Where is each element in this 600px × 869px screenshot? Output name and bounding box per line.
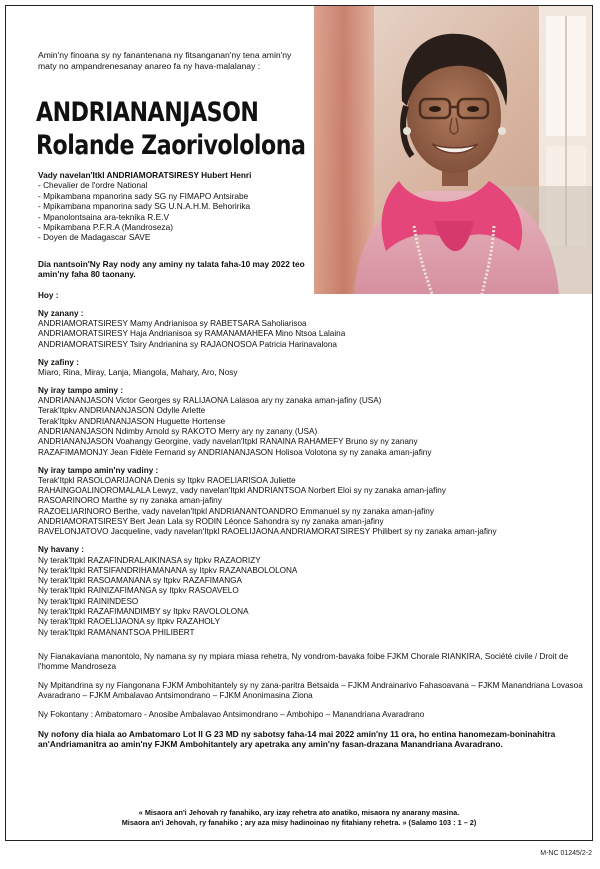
family-sections [38,291,588,750]
deceased-name [36,96,306,162]
list-item: ANDRIAMORATSIRESY Haja Andrianisoa sy RAMANAMAHEFA Mino Ntsoa Lalaina [38,329,346,339]
quote-line: « Misaora an'i Jehovah ry fanahiko, ary izay rehetra ato anatiko, misaora ny anarany masina. [138,808,460,817]
section-title: Ny iray tampo aminy : [38,385,124,395]
section-grandchildren [38,358,588,379]
title-item: - Mpikambana mpanorina sady SG ny FIMAPO Antsirabe [38,190,249,201]
list-item: Ny terak'Itpkl RAZAFIMANDIMBY sy Itpkv RAVOLOLONA [38,606,249,616]
list-item: RASOARINORO Marthe sy ny zanaka aman-jafiny [38,496,222,506]
list-item: Ny terak'Itpkl RAININDESO [38,596,139,606]
section-relatives [38,545,588,638]
list-item: RAZOELIARINORO Berthe, vady navelan'Itpkl ANDRIANANTOANDRO Emmanuel sy ny zanaka aman-jafiny [38,506,434,516]
list-item: Ny terak'Itpkl RATSIFANDRIHAMANANA sy Itpkv RAZANABOLOLONA [38,565,298,575]
list-item: RAZAFIMAMONJY Jean Fidèle Fernand sy ANDRIANANJASON Holisoa Volotona sy ny zanaka aman-jafiny [38,447,432,457]
list-item: Terak'Itpkv ANDRIANANJASON Odylle Arlette [38,406,206,416]
list-item: ANDRIAMORATSIRESY Bert Jean Lala sy RODIN Léonce Sahondra sy ny zanaka aman-jafiny [38,517,384,527]
section-children [38,309,588,350]
list-item: Ny terak'Itpkl RASOAMANANA sy Itpkv RAZAFIMANGA [38,576,243,586]
bible-quote [6,808,592,827]
list-item: Ny terak'Itpkl RAOELIJAONA sy Itpkv RAZAHOLY [38,617,221,627]
list-item: Ny terak'Itpkl RAINIZAFIMANGA sy Itpkv RASOAVELO [38,586,239,596]
title-item: - Mpikambana P.F.R.A (Mandroseza) [38,222,173,233]
title-item: - Doyen de Madagascar SAVE [38,232,151,243]
death-notice: Dia nantsoin'Ny Ray nody any aminy ny talata faha-10 may 2022 teo amin'ny faha 80 taonany. [38,259,305,280]
list-item: ANDRIAMORATSIRESY Mamy Andrianisoa sy RABETSARA Saholiarisoa [38,319,307,329]
spouse-and-titles [38,170,308,243]
intro-text: Amin'ny finoana sy ny fanantenana ny fitsanganan'ny tena amin'ny maty no ampandrenesanay anareo fa ny hava-malalanay : [38,50,292,71]
reference-code: M-NC 01245/2-2 [540,850,592,857]
section-title: Ny iray tampo amin'ny vadiny : [38,465,159,475]
deceased-surname: ANDRIANANJASON [36,97,259,128]
title-item: - Mpikambana mpanorina sady SG U.N.A.H.M. Behoririka [38,201,251,212]
list-item: ANDRIANANJASON Victor Georges sy RALIJAONA Lalasoa ary ny zanaka aman-jafiny (USA) [38,396,382,406]
paragraph-family-friends: Ny Fianakaviana manontolo, Ny namana sy ny mpiara miasa rehetra, Ny vondrom-bavaka foibe FJKM Chorale RIANKIRA, Société civile / Droit de l'homme Mandroseza [38,651,569,672]
obituary-frame [5,5,593,841]
list-item: RAVELONJATOVO Jacqueline, vady navelan'Itpkl RAOELIJAONA ANDRIAMORATSIRESY Philibert sy ny zanaka aman-jafiny [38,527,497,537]
section-title: Ny zanany : [38,308,84,318]
deceased-given-name: Rolande Zaorivololona [36,130,306,161]
list-item: Terak'Itpkl RASOLOARIJAONA Denis sy Itpkv RAOELIARISOA Juliette [38,475,296,485]
portrait-image [314,6,592,294]
list-item: Terak'Itpkv ANDRIANANJASON Huguette Hortense [38,416,226,426]
title-item: - Mpanolontsaina ara-teknika R.E.V [38,211,169,222]
quote-line: Misaora an'i Jehovah, ry fanahiko ; ary aza misy hadinoinao ny fitahiany rehetra. » (Salamo 103 : 1 – 2) [121,817,477,827]
list-item: Ny terak'Itpkl RAZAFINDRALAIKINASA sy Itpkv RAZAORIZY [38,555,261,565]
section-title: Ny zafiny : [38,357,79,367]
list-item: RAHAINGOALINOROMALALA Lewyz, vady navelan'Itpkl ANDRIANTSOA Norbert Eloi sy ny zanaka aman-jafiny [38,486,446,496]
section-title: Ny havany : [38,545,84,555]
paragraph-fokontany: Ny Fokontany : Ambatomaro - Anosibe Ambalavao Antsimondrano – Ambohipo – Manandriana Avaradrano [38,710,425,720]
list-item: Ny terak'Itpkl RAMANANTSOA PHILIBERT [38,627,195,637]
hoy-label: Hoy : [38,291,59,300]
section-spouse-siblings [38,466,588,538]
section-siblings [38,386,588,458]
list-item: ANDRIANANJASON Ndimby Arnold sy RAKOTO Merry ary ny zanany (USA) [38,427,318,437]
list-item: Miaro, Rina, Miray, Lanja, Miangola, Mahary, Aro, Nosy [38,367,238,377]
list-item: ANDRIAMORATSIRESY Tsiry Andrianina sy RAJAONOSOA Patricia Harinavalona [38,339,337,349]
funeral-announcement: Ny nofony dia hiala ao Ambatomaro Lot II G 23 MD ny sabotsy faha-14 mai 2022 amin'ny 11 ora, ho entina hanomezam-boninahitra an'Andriamanitra ao amin'ny FJKM Ambohitantely ary apetraka any amin'ny fasan-drazana Manandriana Avaradrano. [38,728,556,750]
title-item: - Chevalier de l'ordre National [38,180,148,191]
portrait-photo [314,6,592,294]
spouse-lead: Vady navelan'Itkl ANDRIAMORATSIRESY Hubert Henri [38,170,252,180]
list-item: ANDRIANANJASON Voahangy Georgine, vady navelan'Itpkl RANAINA RAHAMEFY Bruno sy ny zanany [38,437,418,447]
paragraph-church: Ny Mpitandrina sy ny Fiangonana FJKM Ambohitantely sy ny zana-paritra Betsaida – FJKM Andrainarivo Fahasoavana – FJKM Manandriana Lovasoa Avaradrano – FJKM Ambalavao Antsimondrano – FJKM Anonimasina Ziona [38,680,583,701]
